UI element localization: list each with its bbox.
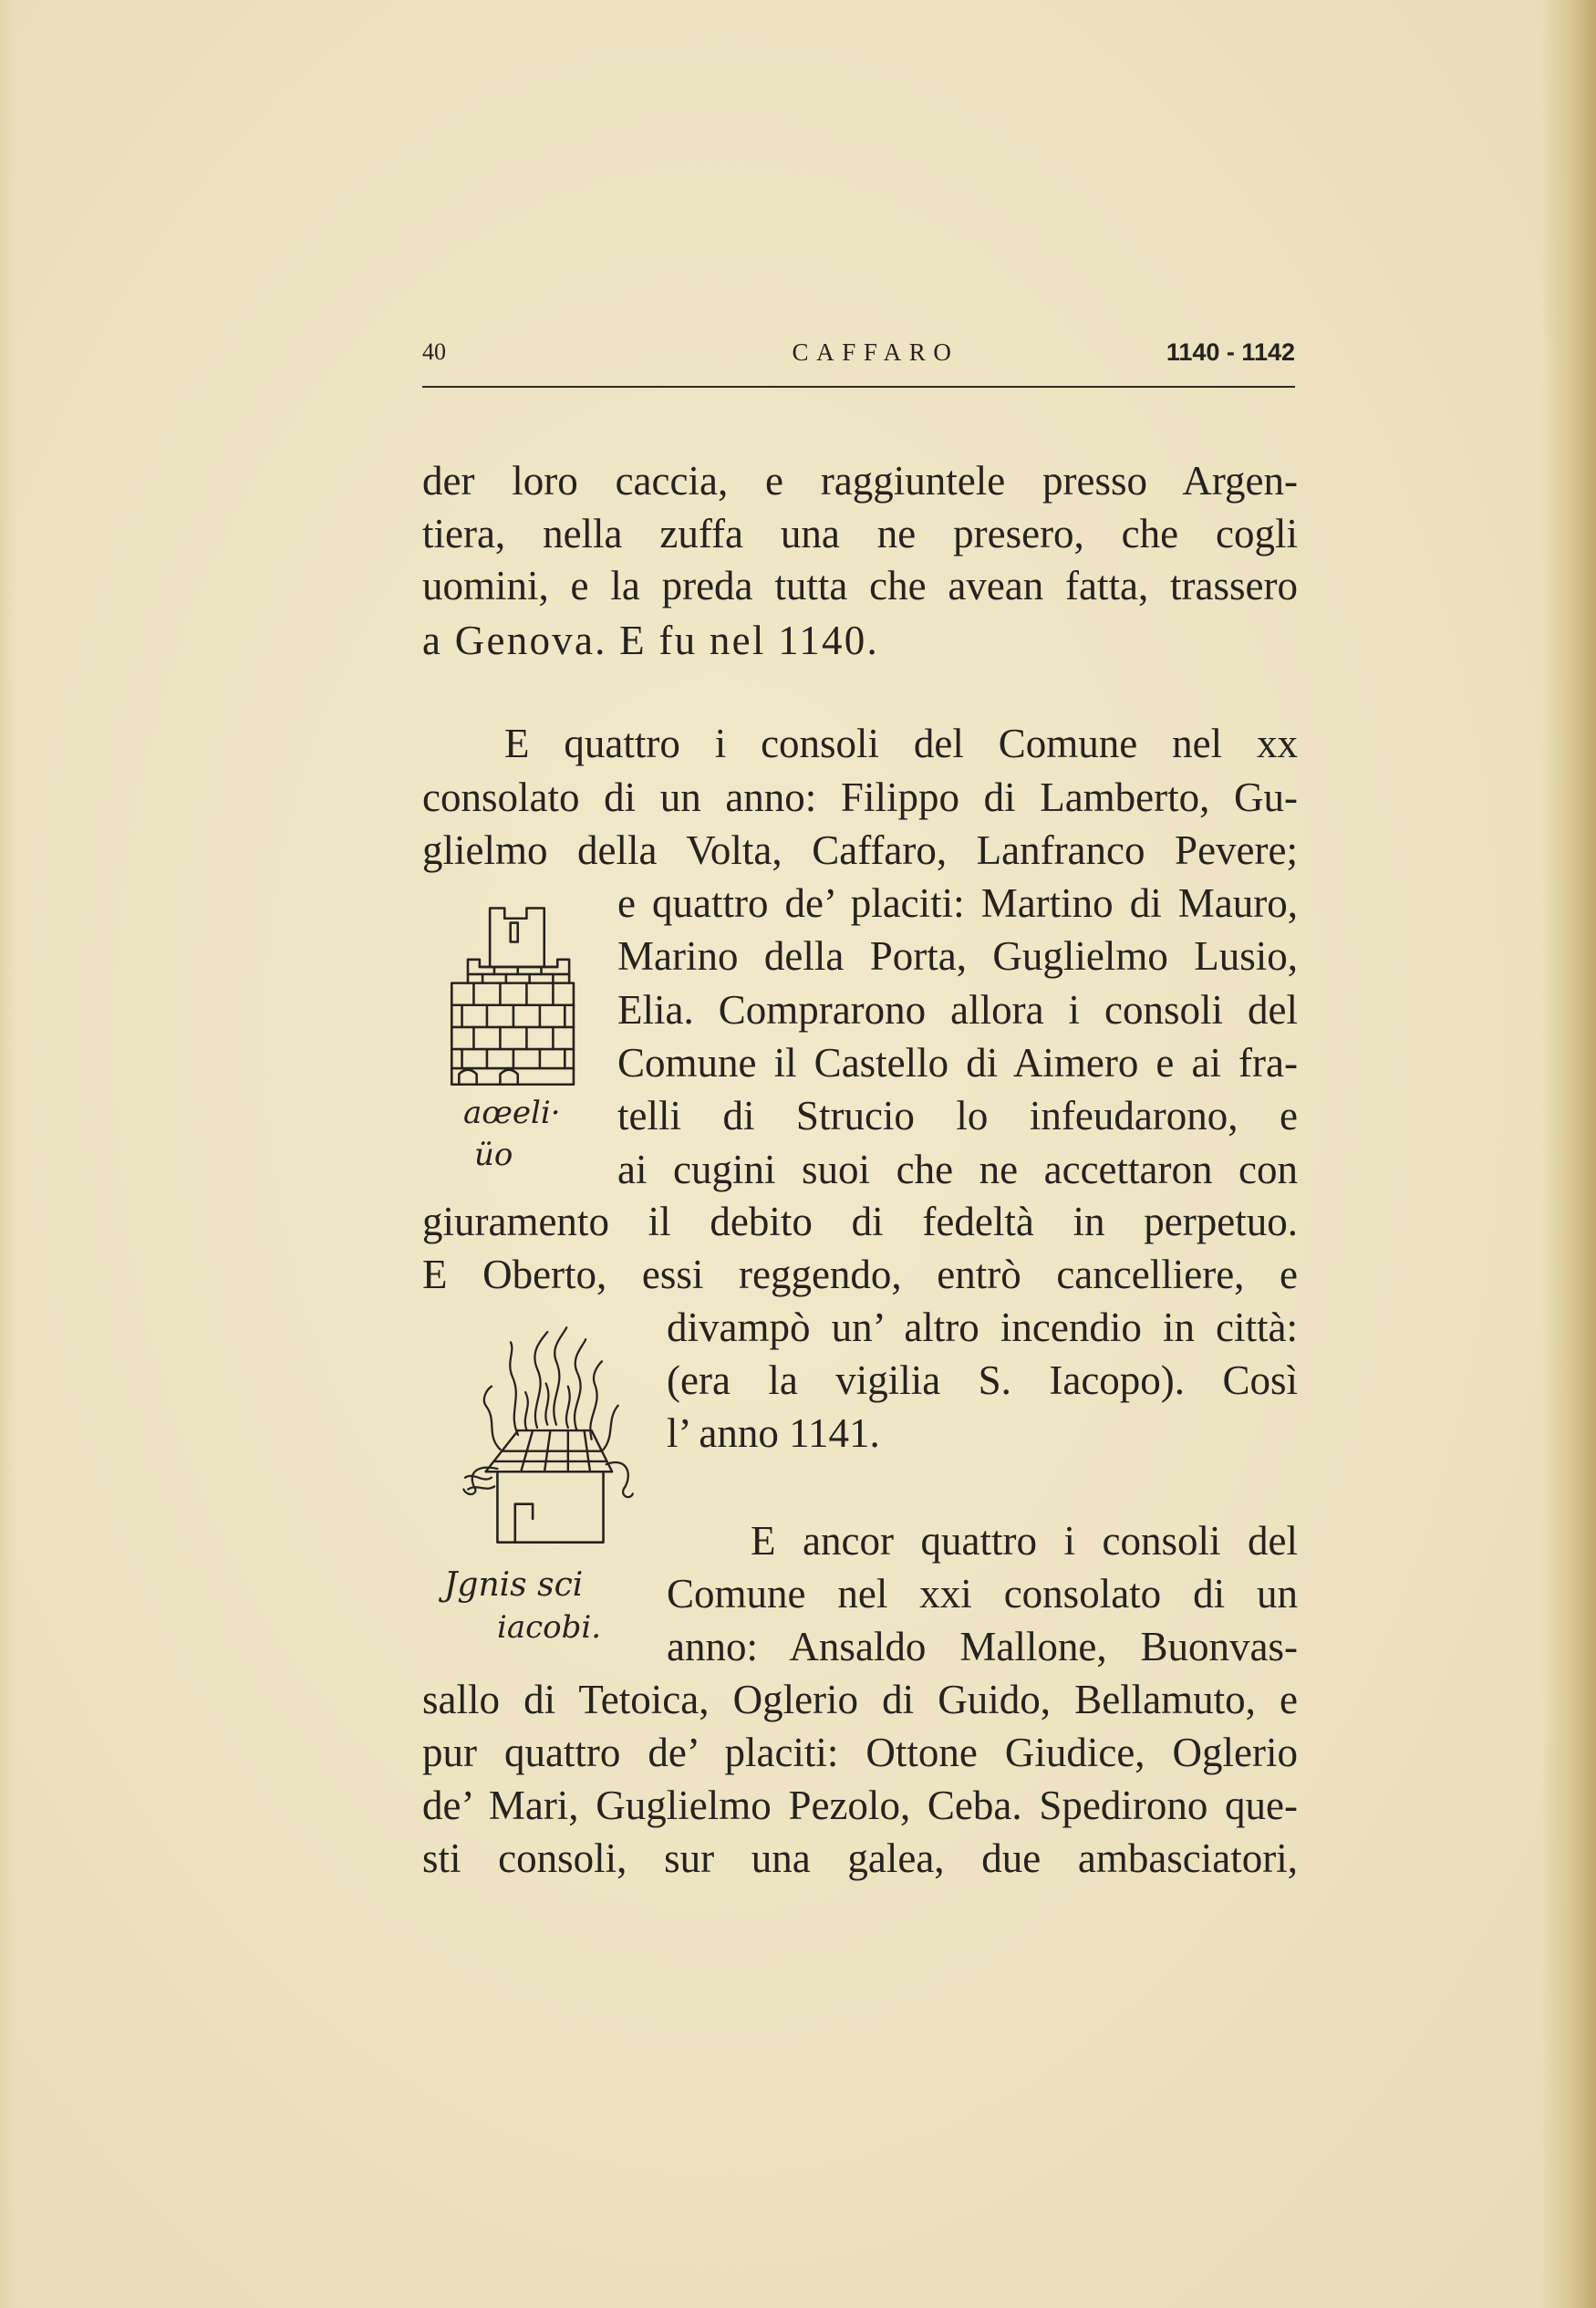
castle-caption-line: aœeli· [463, 1095, 561, 1131]
house-roof [486, 1430, 613, 1471]
page-aged-right-edge [1541, 0, 1596, 2308]
text-line: l’ anno 1141. [667, 1410, 880, 1456]
text-line: ai cugini suoi che ne accettaron con [617, 1147, 1298, 1192]
text-line: pur quattro de’ placiti: Ottone Giudice, Oglerio [422, 1730, 1298, 1775]
text-line: sallo di Tetoica, Oglerio di Guido, Bellamuto, e [422, 1677, 1298, 1722]
running-title: CAFFARO [792, 338, 959, 366]
text-line: consolato di un anno: Filippo di Lamberto, Gu- [422, 775, 1298, 820]
text-line: (era la vigilia S. Iacopo). Così [667, 1357, 1298, 1403]
castle-caption-line: üo [474, 1137, 513, 1173]
fire-caption-line: Jgnis sci [444, 1566, 584, 1604]
fire-caption-line: iacobi. [497, 1609, 602, 1646]
text-line: E ancor quattro i consoli del [751, 1518, 1298, 1564]
text-line: divampò un’ altro incendio in città: [667, 1305, 1298, 1350]
text-line: Marino della Porta, Guglielmo Lusio, [617, 933, 1298, 979]
castle-middle-tier [468, 960, 569, 983]
text-line: giuramento il debito di fedeltà in perpetuo. [422, 1199, 1298, 1244]
castle-tower [490, 908, 544, 966]
text-line: Comune il Castello di Aimero e ai fra- [617, 1040, 1298, 1086]
text-line: anno: Ansaldo Mallone, Buonvas- [667, 1624, 1298, 1669]
text-line: de’ Mari, Guglielmo Pezolo, Ceba. Spedirono que- [422, 1783, 1298, 1828]
text-line: sti consoli, sur una galea, due ambasciatori, [422, 1835, 1298, 1881]
running-years: 1140 - 1142 [1166, 338, 1295, 366]
text-line: Elia. Comprarono allora i consoli del [617, 987, 1298, 1033]
burning-house-illustration [441, 1325, 640, 1560]
page-left-edge [0, 0, 16, 2308]
castle-illustration [441, 898, 581, 1092]
text-line: uomini, e la preda tutta che avean fatta, trassero [422, 563, 1298, 608]
house-body [497, 1471, 603, 1542]
header-rule [422, 386, 1295, 388]
text-line: tiera, nella zuffa una ne presero, che cogli [422, 511, 1298, 556]
text-line: E Oberto, essi reggendo, entrò cancelliere, e [422, 1252, 1298, 1297]
text-line: telli di Strucio lo infeudarono, e [617, 1093, 1298, 1138]
text-line: der loro caccia, e raggiuntele presso Argen- [422, 458, 1298, 504]
castle-wall [451, 983, 574, 1085]
text-line: E quattro i consoli del Comune nel xx [504, 721, 1298, 766]
page-number: 40 [422, 338, 446, 365]
text-line: e quattro de’ placiti: Martino di Mauro, [617, 880, 1298, 926]
text-line: Comune nel xxi consolato di un [667, 1571, 1298, 1617]
text-line: a Genova. E fu nel 1140. [422, 618, 879, 663]
text-line: glielmo della Volta, Caffaro, Lanfranco Pevere; [422, 827, 1298, 873]
